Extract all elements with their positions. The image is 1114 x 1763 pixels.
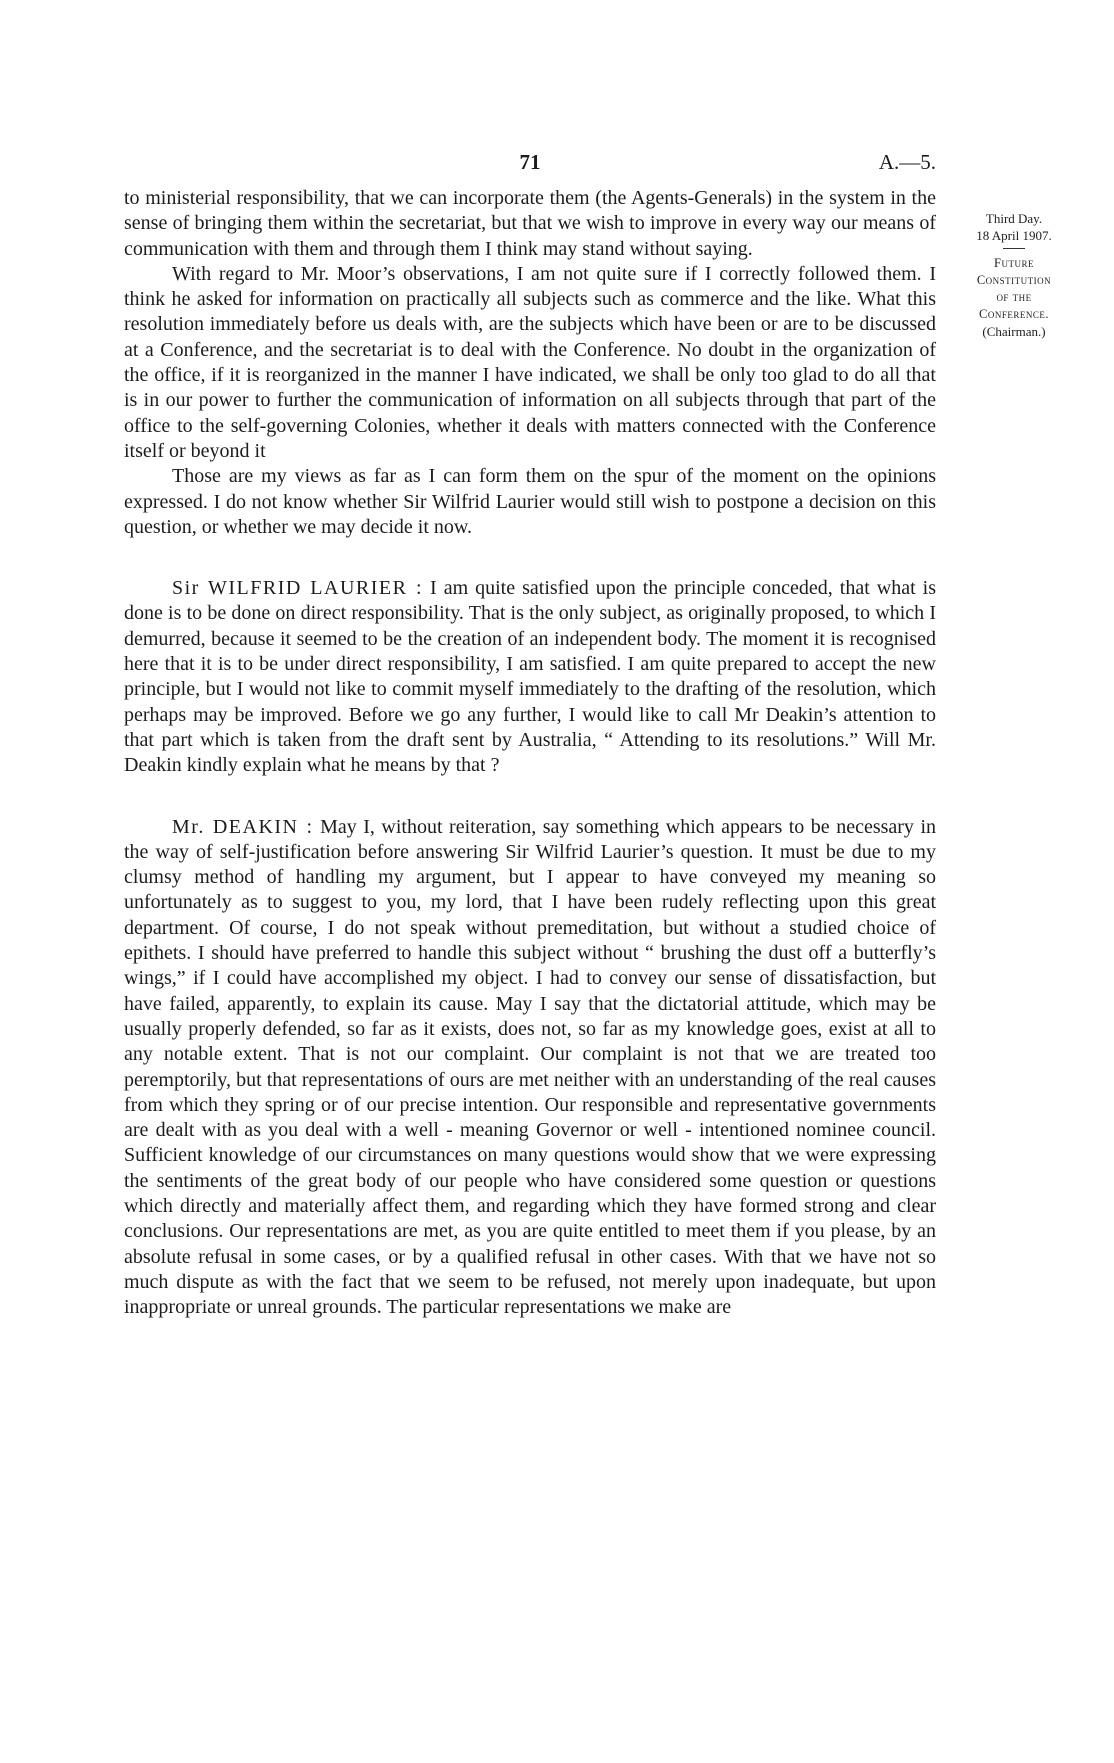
paper-reference: A.—5.: [878, 150, 936, 174]
margin-note-title-line3: of the: [996, 290, 1032, 304]
speech-paragraph: [124, 576, 936, 778]
margin-note-day: Third Day.: [985, 211, 1043, 226]
speaker-name: Mr. DEAKIN :: [172, 815, 314, 838]
page-number: 71: [519, 150, 541, 174]
margin-note-title-line4: Conference.: [979, 307, 1049, 321]
speech-text: May I, without reiteration, say something which appears to be necessary in the way of self-justification before answering Sir Wilfrid Laurier’s question. It must be due to my clumsy method of handling my argument, but I appear to have conveyed my meaning so unfortunately as to suggest to you, my lord, that I have been rudely reflecting upon this great department. Of course, I do not speak without premeditation, but without a studied choice of epithets. I should have preferred to handle this subject without “ brushing the dust off a butterfly’s wings,” if I could have accomplished my object. I had to convey our sense of dissatisfaction, but have failed, apparently, to explain its cause. May I say that the dictatorial attitude, which may be usually properly defended, so far as it exists, does not, so far as my knowledge goes, exist at all to any notable extent. That is not our complaint. Our complaint is not that we are treated too peremptorily, but that representations of ours are met neither with an understanding of the real causes from which they spring or of our precise intention. Our responsible and representative governments are dealt with as you deal with a well - meaning Governor or well - intentioned nominee council. Sufficient knowledge of our circumstances on many questions would show that we were expressing the sentiments of the great body of our people who have considered some question or questions which directly and materially affect them, and regarding which they have formed strong and clear conclusions. Our representations are met, as you are quite entitled to meet them if you please, by an absolute refusal in some cases, or by a qualified refusal in other cases. With that we have not so much dispute as with the fact that we seem to be refused, not merely upon inadequate, but upon inappropriate or unreal grounds. The particular representations we make are: [124, 815, 937, 1319]
page-header: [124, 150, 936, 180]
margin-note: [944, 210, 1084, 340]
speech-text: I am quite satisfied upon the principle conceded, that what is done is to be done on direct responsibility. That is the only subject, as originally proposed, to which I demurred, because it seemed to be the creation of an independent body. The moment it is recognised here that it is to be under direct responsibility, I am satisfied. I am quite prepared to accept the new principle, but I would not like to commit myself immediately to the drafting of the resolution, which perhaps may be improved. Before we go any further, I would like to call Mr Deakin’s attention to that part which is taken from the draft sent by Australia, “ Attending to its resolutions.” Will Mr. Deakin kindly explain what he means by that ?: [124, 577, 937, 777]
speaker-name: Sir WILFRID LAURIER :: [172, 577, 424, 600]
margin-note-speaker: (Chairman.): [982, 324, 1046, 339]
margin-note-title-line2: Constitution: [976, 273, 1052, 287]
paragraph: Those are my views as far as I can form them on the spur of the moment on the opinions expressed. I do not know whether Sir Wilfrid Laurier would still wish to postpone a decision on this question, or whether we may decide it now.: [124, 465, 936, 538]
margin-note-title-line1: Future: [994, 256, 1034, 270]
margin-note-date: 18 April 1907.: [976, 228, 1052, 243]
document-body: [124, 186, 936, 1320]
paragraph: to ministerial responsibility, that we can incorporate them (the Agents-Generals) in the system in the sense of bringing them within the secretariat, but that we wish to improve in every way our means of communication with them and through them I think may stand without saying.: [124, 187, 936, 260]
paragraph: With regard to Mr. Moor’s observations, I am not quite sure if I correctly followed them. I think he asked for information on practically all subjects such as commerce and the like. What this resolution immediately before us deals with, are the subjects which have been or are to be discussed at a Conference, and the secretariat is to deal with the Conference. No doubt in the organization of the office, if it is reorganized in the manner I have indicated, we shall be only too glad to do all that is in our power to further the communication of information on all subjects through that part of the office to the self-governing Colonies, whether it deals with matters connected with the Conference itself or beyond it: [124, 262, 936, 462]
speech-paragraph: [124, 815, 936, 1321]
margin-note-divider: [1003, 248, 1025, 249]
